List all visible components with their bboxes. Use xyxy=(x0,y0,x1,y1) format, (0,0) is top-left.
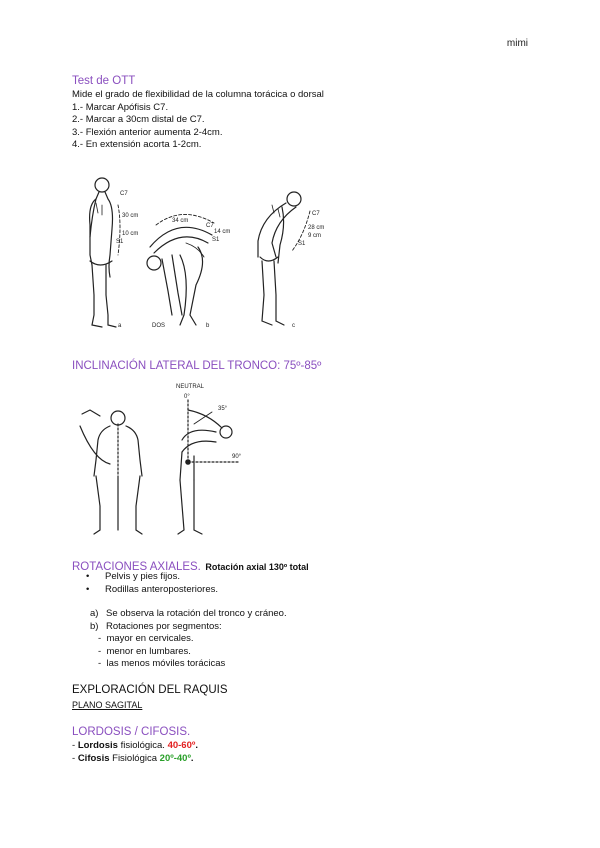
term: Cifosis xyxy=(77,752,110,764)
list-item xyxy=(98,658,510,671)
ott-label: S1 xyxy=(298,241,306,247)
lateral-title: INCLINACIÓN LATERAL DEL TRONCO xyxy=(72,360,278,372)
ott-step: 2.- Marcar a 30cm distal de C7. xyxy=(72,114,205,126)
ott-test-figure xyxy=(72,165,332,337)
list-item xyxy=(90,621,510,634)
sub-list xyxy=(90,633,510,671)
ott-subtitle: Mide el grado de flexibilidad de la columna torácica o dorsal xyxy=(72,89,324,100)
item-text: menor en lumbares. xyxy=(106,645,191,657)
ott-label: 34 cm xyxy=(172,218,189,224)
ott-panel-label: b xyxy=(206,323,210,329)
item-text: Rotaciones por segmentos: xyxy=(106,620,222,632)
item-text: Se observa la rotación del tronco y cráneo. xyxy=(106,608,287,619)
lateral-heading xyxy=(72,360,321,372)
ott-step: 1.- Marcar Apófisis C7. xyxy=(72,101,169,113)
item-mark: b) xyxy=(90,620,99,632)
ott-panel-label: c xyxy=(292,323,295,329)
lateral-inclination-figure xyxy=(70,380,250,538)
term: Lordosis xyxy=(77,740,118,751)
dash: - xyxy=(72,740,78,751)
figure-c-side xyxy=(258,192,301,325)
dash: - xyxy=(98,645,102,657)
ott-step: 4.- En extensión acorta 1-2cm. xyxy=(72,139,202,151)
rotation-title: ROTACIONES AXIALES. xyxy=(72,561,201,573)
dash: - xyxy=(72,752,78,764)
text: Fisiológica xyxy=(109,752,160,764)
ott-label: C7 xyxy=(206,223,214,229)
page-header: mimi xyxy=(506,38,528,49)
figure-b-flexion xyxy=(147,227,212,325)
plane-label: PLANO SAGITAL xyxy=(72,700,143,710)
figure-lateral-bend xyxy=(178,400,240,534)
ott-label: DOS xyxy=(152,323,166,329)
neutral-label: NEUTRAL xyxy=(176,384,205,390)
ott-label: 10 cm xyxy=(122,231,139,237)
item-mark: a) xyxy=(90,608,99,619)
ott-label: 30 cm xyxy=(122,213,139,219)
ott-label: 28 cm xyxy=(308,225,325,231)
lordosis-line xyxy=(72,740,472,753)
end: . xyxy=(190,752,194,764)
lordosis-value: 40-60º xyxy=(167,740,196,751)
list-item xyxy=(90,608,510,621)
raquis-title: EXPLORACIÓN DEL RAQUIS xyxy=(72,684,228,696)
figure-back-view xyxy=(80,410,142,534)
figure-a-standing xyxy=(90,178,116,327)
list-item: • Rodillas anteroposteriores. xyxy=(86,584,486,597)
end: . xyxy=(195,740,198,751)
rotation-bullets xyxy=(86,571,486,596)
rotation-subtitle: Rotación axial 130º total xyxy=(205,562,309,572)
list-item xyxy=(98,633,510,646)
rotation-items xyxy=(90,608,510,671)
ott-label: C7 xyxy=(120,191,128,197)
item-text: las menos móviles torácicas xyxy=(106,658,226,670)
ott-label: 14 cm xyxy=(214,229,231,235)
deg90-label: 90° xyxy=(232,454,242,460)
lateral-value: : 75º-85º xyxy=(277,360,322,372)
dash: - xyxy=(98,658,102,670)
ott-step: 3.- Flexión anterior aumenta 2-4cm. xyxy=(72,126,223,138)
ott-label: 9 cm xyxy=(308,233,322,239)
ott-label: C7 xyxy=(312,211,320,217)
item-text: mayor en cervicales. xyxy=(106,633,194,645)
ott-label: S1 xyxy=(212,237,220,243)
lordosis-lines xyxy=(72,740,472,765)
cifosis-line xyxy=(72,753,472,766)
zero-degree-label: 0° xyxy=(184,394,190,400)
cifosis-value: 20º-40º xyxy=(159,752,191,764)
ott-section xyxy=(72,89,532,152)
list-item xyxy=(98,646,510,659)
lordosis-title: LORDOSIS / CIFOSIS. xyxy=(72,726,191,738)
list-item: • Pelvis y pies fijos. xyxy=(86,571,486,584)
deg35-label: 35° xyxy=(218,406,228,412)
ott-panel-label: a xyxy=(118,323,122,329)
ott-title: Test de OTT xyxy=(72,75,136,87)
dash: - xyxy=(98,633,102,645)
ott-label: S1 xyxy=(116,239,124,245)
text: fisiológica. xyxy=(117,740,168,751)
